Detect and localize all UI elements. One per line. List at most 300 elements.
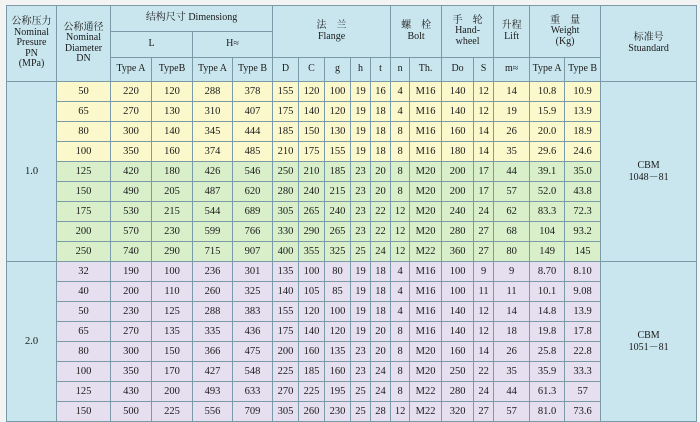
cell-l-type-a: 230 xyxy=(111,302,152,322)
cell-lift-m: 35 xyxy=(494,142,530,162)
cell-h-type-b: 546 xyxy=(233,162,273,182)
cell-bolt-n: 8 xyxy=(391,162,410,182)
cell-weight-type-a: 35.9 xyxy=(530,362,565,382)
header-weight-cn: 重 量 xyxy=(550,14,581,26)
cell-lift-m: 57 xyxy=(494,402,530,422)
cell-l-type-a: 270 xyxy=(111,322,152,342)
cell-h-type-b: 301 xyxy=(233,262,273,282)
cell-h-type-b: 475 xyxy=(233,342,273,362)
cell-bolt-th: M22 xyxy=(410,242,442,262)
subheader-l-type-a: Type A xyxy=(111,58,152,82)
header-weight-en1: Weight xyxy=(550,25,580,37)
cell-l-type-b: 200 xyxy=(152,382,193,402)
cell-flange-d: 155 xyxy=(273,82,299,102)
diameter-cell: 50 xyxy=(57,302,111,322)
cell-l-type-b: 230 xyxy=(152,222,193,242)
cell-flange-h: 23 xyxy=(351,222,371,242)
header-flange xyxy=(273,6,391,58)
pressure-cell: 2.0 xyxy=(7,262,57,422)
cell-flange-d: 210 xyxy=(273,142,299,162)
cell-flange-d: 135 xyxy=(273,262,299,282)
header-handwheel xyxy=(442,6,494,58)
cell-weight-type-a: 19.8 xyxy=(530,322,565,342)
cell-handwheel-do: 280 xyxy=(442,382,474,402)
cell-handwheel-s: 27 xyxy=(474,402,494,422)
cell-flange-t: 16 xyxy=(371,82,391,102)
cell-weight-type-a: 20.0 xyxy=(530,122,565,142)
cell-flange-c: 290 xyxy=(299,222,325,242)
cell-bolt-n: 8 xyxy=(391,342,410,362)
cell-h-type-a: 260 xyxy=(193,282,233,302)
diameter-cell: 80 xyxy=(57,342,111,362)
cell-weight-type-b: 145 xyxy=(565,242,601,262)
cell-flange-c: 160 xyxy=(299,342,325,362)
cell-flange-g: 265 xyxy=(325,222,351,242)
cell-bolt-th: M20 xyxy=(410,162,442,182)
subheader-flange-c: C xyxy=(299,58,325,82)
cell-flange-g: 130 xyxy=(325,122,351,142)
cell-flange-t: 20 xyxy=(371,322,391,342)
cell-weight-type-b: 18.9 xyxy=(565,122,601,142)
cell-lift-m: 14 xyxy=(494,302,530,322)
cell-flange-d: 185 xyxy=(273,122,299,142)
cell-weight-type-b: 8.10 xyxy=(565,262,601,282)
cell-bolt-th: M20 xyxy=(410,222,442,242)
cell-h-type-b: 766 xyxy=(233,222,273,242)
cell-handwheel-do: 240 xyxy=(442,202,474,222)
cell-weight-type-b: 17.8 xyxy=(565,322,601,342)
cell-bolt-n: 8 xyxy=(391,182,410,202)
cell-weight-type-a: 61.3 xyxy=(530,382,565,402)
cell-h-type-a: 599 xyxy=(193,222,233,242)
cell-lift-m: 80 xyxy=(494,242,530,262)
cell-flange-g: 100 xyxy=(325,82,351,102)
cell-bolt-n: 12 xyxy=(391,242,410,262)
cell-flange-t: 24 xyxy=(371,362,391,382)
cell-h-type-a: 715 xyxy=(193,242,233,262)
cell-handwheel-do: 250 xyxy=(442,362,474,382)
cell-l-type-a: 220 xyxy=(111,82,152,102)
cell-h-type-a: 493 xyxy=(193,382,233,402)
cell-flange-t: 22 xyxy=(371,222,391,242)
cell-l-type-a: 300 xyxy=(111,122,152,142)
cell-handwheel-s: 9 xyxy=(474,262,494,282)
cell-lift-m: 11 xyxy=(494,282,530,302)
diameter-cell: 150 xyxy=(57,402,111,422)
cell-weight-type-b: 9.08 xyxy=(565,282,601,302)
cell-flange-d: 155 xyxy=(273,302,299,322)
cell-l-type-b: 215 xyxy=(152,202,193,222)
cell-handwheel-s: 27 xyxy=(474,242,494,262)
table-row xyxy=(7,162,697,182)
cell-weight-type-b: 73.6 xyxy=(565,402,601,422)
cell-flange-c: 225 xyxy=(299,382,325,402)
cell-bolt-th: M16 xyxy=(410,262,442,282)
cell-handwheel-do: 200 xyxy=(442,182,474,202)
cell-flange-c: 140 xyxy=(299,102,325,122)
cell-flange-t: 20 xyxy=(371,162,391,182)
cell-weight-type-a: 81.0 xyxy=(530,402,565,422)
cell-h-type-a: 345 xyxy=(193,122,233,142)
header-standard-en: Stuandard xyxy=(628,42,669,54)
header-flange-cn: 法 兰 xyxy=(316,20,347,31)
cell-weight-type-a: 10.8 xyxy=(530,82,565,102)
cell-flange-g: 155 xyxy=(325,142,351,162)
header-lift-cn: 升程 xyxy=(501,20,522,31)
cell-flange-g: 135 xyxy=(325,342,351,362)
cell-flange-h: 23 xyxy=(351,162,371,182)
table-row xyxy=(7,302,697,322)
subheader-lift-m: m≈ xyxy=(494,58,530,82)
cell-bolt-th: M16 xyxy=(410,322,442,342)
header-flange-en: Flange xyxy=(317,30,346,42)
cell-bolt-n: 4 xyxy=(391,282,410,302)
header-weight-en2: (Kg) xyxy=(555,35,575,47)
header-dimension-cn: 结构尺寸 xyxy=(145,12,186,24)
cell-flange-g: 85 xyxy=(325,282,351,302)
cell-flange-t: 20 xyxy=(371,182,391,202)
table-row xyxy=(7,282,697,302)
cell-l-type-b: 125 xyxy=(152,302,193,322)
cell-h-type-b: 325 xyxy=(233,282,273,302)
header-bolt-cn: 螺 栓 xyxy=(401,20,432,31)
header-pressure-en2: Presure xyxy=(16,37,47,49)
cell-h-type-a: 310 xyxy=(193,102,233,122)
cell-bolt-th: M16 xyxy=(410,102,442,122)
cell-h-type-b: 378 xyxy=(233,82,273,102)
cell-bolt-n: 4 xyxy=(391,82,410,102)
cell-flange-g: 120 xyxy=(325,322,351,342)
cell-flange-t: 22 xyxy=(371,202,391,222)
diameter-cell: 125 xyxy=(57,382,111,402)
cell-h-type-b: 444 xyxy=(233,122,273,142)
pressure-cell: 1.0 xyxy=(7,82,57,262)
table-row xyxy=(7,182,697,202)
diameter-cell: 50 xyxy=(57,82,111,102)
cell-handwheel-do: 360 xyxy=(442,242,474,262)
cell-h-type-a: 427 xyxy=(193,362,233,382)
cell-flange-g: 230 xyxy=(325,402,351,422)
cell-flange-h: 23 xyxy=(351,182,371,202)
cell-flange-c: 185 xyxy=(299,362,325,382)
diameter-cell: 65 xyxy=(57,102,111,122)
header-H: H≈ xyxy=(193,32,273,58)
cell-l-type-b: 150 xyxy=(152,342,193,362)
cell-flange-d: 250 xyxy=(273,162,299,182)
cell-h-type-b: 548 xyxy=(233,362,273,382)
cell-h-type-a: 335 xyxy=(193,322,233,342)
cell-flange-h: 25 xyxy=(351,382,371,402)
header-L: L xyxy=(111,32,193,58)
cell-flange-c: 175 xyxy=(299,142,325,162)
cell-flange-d: 140 xyxy=(273,282,299,302)
standard-line1: CBM xyxy=(637,159,660,171)
cell-handwheel-s: 27 xyxy=(474,222,494,242)
cell-handwheel-s: 14 xyxy=(474,142,494,162)
cell-h-type-b: 485 xyxy=(233,142,273,162)
subheader-handwheel-do: Do xyxy=(442,58,474,82)
table-row xyxy=(7,362,697,382)
header-diameter-en1: Nominal xyxy=(66,32,101,43)
cell-bolt-n: 12 xyxy=(391,402,410,422)
cell-bolt-th: M16 xyxy=(410,82,442,102)
standard-cell xyxy=(601,82,697,262)
subheader-weight-type-a: Type A xyxy=(530,58,565,82)
cell-flange-t: 20 xyxy=(371,342,391,362)
cell-handwheel-s: 12 xyxy=(474,322,494,342)
cell-bolt-th: M16 xyxy=(410,122,442,142)
cell-flange-h: 19 xyxy=(351,262,371,282)
cell-flange-g: 120 xyxy=(325,102,351,122)
cell-flange-c: 240 xyxy=(299,182,325,202)
header-dimension-en: Dimensiong xyxy=(188,12,238,24)
cell-l-type-b: 120 xyxy=(152,82,193,102)
cell-weight-type-a: 39.1 xyxy=(530,162,565,182)
cell-lift-m: 9 xyxy=(494,262,530,282)
cell-l-type-b: 100 xyxy=(152,262,193,282)
cell-handwheel-do: 160 xyxy=(442,122,474,142)
cell-weight-type-a: 29.6 xyxy=(530,142,565,162)
subheader-flange-g: g xyxy=(325,58,351,82)
header-pressure-en1: Nominal xyxy=(14,26,49,38)
cell-flange-h: 19 xyxy=(351,322,371,342)
cell-flange-g: 160 xyxy=(325,362,351,382)
cell-weight-type-a: 8.70 xyxy=(530,262,565,282)
cell-lift-m: 62 xyxy=(494,202,530,222)
table-row xyxy=(7,142,697,162)
cell-l-type-a: 420 xyxy=(111,162,152,182)
standard-line2: 1051－81 xyxy=(628,341,669,353)
cell-flange-d: 175 xyxy=(273,322,299,342)
cell-l-type-b: 160 xyxy=(152,142,193,162)
cell-flange-t: 18 xyxy=(371,122,391,142)
cell-handwheel-s: 14 xyxy=(474,122,494,142)
cell-weight-type-b: 93.2 xyxy=(565,222,601,242)
header-pressure-en4: (MPa) xyxy=(18,58,45,70)
cell-weight-type-b: 72.3 xyxy=(565,202,601,222)
cell-h-type-a: 288 xyxy=(193,302,233,322)
diameter-cell: 125 xyxy=(57,162,111,182)
table-row xyxy=(7,262,697,282)
header-standard-cn: 标准号 xyxy=(633,32,664,43)
cell-h-type-a: 487 xyxy=(193,182,233,202)
cell-weight-type-b: 33.3 xyxy=(565,362,601,382)
subheader-bolt-n: n xyxy=(391,58,410,82)
table-row xyxy=(7,82,697,102)
header-diameter-en2: Diameter xyxy=(64,42,103,54)
cell-bolt-th: M20 xyxy=(410,182,442,202)
cell-weight-type-b: 13.9 xyxy=(565,302,601,322)
subheader-h-type-a: Type A xyxy=(193,58,233,82)
cell-l-type-a: 300 xyxy=(111,342,152,362)
cell-flange-c: 120 xyxy=(299,302,325,322)
header-standard xyxy=(601,6,697,82)
cell-bolt-th: M22 xyxy=(410,402,442,422)
cell-flange-h: 19 xyxy=(351,82,371,102)
cell-bolt-n: 8 xyxy=(391,362,410,382)
subheader-flange-h: h xyxy=(351,58,371,82)
cell-flange-d: 400 xyxy=(273,242,299,262)
cell-weight-type-a: 25.8 xyxy=(530,342,565,362)
cell-bolt-th: M16 xyxy=(410,282,442,302)
cell-bolt-th: M20 xyxy=(410,202,442,222)
header-handwheel-en2: wheel xyxy=(455,35,480,47)
table-row xyxy=(7,102,697,122)
header-diameter xyxy=(57,6,111,82)
cell-l-type-b: 110 xyxy=(152,282,193,302)
cell-lift-m: 35 xyxy=(494,362,530,382)
header-pressure xyxy=(7,6,57,82)
cell-handwheel-do: 200 xyxy=(442,162,474,182)
cell-flange-d: 305 xyxy=(273,202,299,222)
cell-weight-type-b: 57 xyxy=(565,382,601,402)
cell-h-type-b: 383 xyxy=(233,302,273,322)
diameter-cell: 32 xyxy=(57,262,111,282)
cell-flange-c: 355 xyxy=(299,242,325,262)
cell-flange-t: 18 xyxy=(371,262,391,282)
cell-bolt-n: 8 xyxy=(391,142,410,162)
cell-l-type-b: 135 xyxy=(152,322,193,342)
cell-weight-type-a: 10.1 xyxy=(530,282,565,302)
cell-h-type-a: 374 xyxy=(193,142,233,162)
cell-handwheel-do: 140 xyxy=(442,302,474,322)
cell-l-type-b: 225 xyxy=(152,402,193,422)
cell-bolt-th: M20 xyxy=(410,342,442,362)
cell-handwheel-do: 140 xyxy=(442,322,474,342)
cell-h-type-a: 236 xyxy=(193,262,233,282)
cell-handwheel-s: 17 xyxy=(474,162,494,182)
cell-flange-c: 260 xyxy=(299,402,325,422)
cell-flange-g: 100 xyxy=(325,302,351,322)
cell-l-type-b: 290 xyxy=(152,242,193,262)
cell-flange-d: 175 xyxy=(273,102,299,122)
cell-bolt-n: 8 xyxy=(391,382,410,402)
cell-handwheel-do: 180 xyxy=(442,142,474,162)
cell-l-type-a: 270 xyxy=(111,102,152,122)
cell-weight-type-b: 10.9 xyxy=(565,82,601,102)
cell-weight-type-b: 24.6 xyxy=(565,142,601,162)
diameter-cell: 100 xyxy=(57,362,111,382)
header-subcolumns xyxy=(7,58,697,82)
diameter-cell: 80 xyxy=(57,122,111,142)
cell-l-type-a: 740 xyxy=(111,242,152,262)
cell-lift-m: 44 xyxy=(494,382,530,402)
subheader-flange-t: t xyxy=(371,58,391,82)
standard-cell xyxy=(601,262,697,422)
cell-h-type-a: 556 xyxy=(193,402,233,422)
diameter-cell: 175 xyxy=(57,202,111,222)
cell-l-type-b: 180 xyxy=(152,162,193,182)
cell-flange-h: 19 xyxy=(351,282,371,302)
cell-flange-h: 25 xyxy=(351,402,371,422)
table-row xyxy=(7,322,697,342)
header-dimension xyxy=(111,6,273,32)
cell-flange-d: 270 xyxy=(273,382,299,402)
spec-table-container xyxy=(6,5,696,418)
cell-weight-type-b: 43.8 xyxy=(565,182,601,202)
subheader-flange-d: D xyxy=(273,58,299,82)
cell-lift-m: 26 xyxy=(494,342,530,362)
cell-handwheel-s: 12 xyxy=(474,102,494,122)
cell-l-type-a: 490 xyxy=(111,182,152,202)
cell-lift-m: 14 xyxy=(494,82,530,102)
cell-handwheel-do: 100 xyxy=(442,282,474,302)
header-lift-en: Lift xyxy=(504,30,520,42)
cell-l-type-a: 190 xyxy=(111,262,152,282)
diameter-cell: 200 xyxy=(57,222,111,242)
cell-handwheel-s: 17 xyxy=(474,182,494,202)
cell-flange-h: 23 xyxy=(351,342,371,362)
cell-flange-g: 185 xyxy=(325,162,351,182)
cell-h-type-b: 907 xyxy=(233,242,273,262)
cell-flange-d: 225 xyxy=(273,362,299,382)
cell-flange-g: 80 xyxy=(325,262,351,282)
cell-flange-h: 19 xyxy=(351,142,371,162)
cell-handwheel-do: 140 xyxy=(442,102,474,122)
cell-h-type-b: 407 xyxy=(233,102,273,122)
cell-lift-m: 18 xyxy=(494,322,530,342)
cell-flange-h: 23 xyxy=(351,362,371,382)
cell-flange-h: 19 xyxy=(351,122,371,142)
cell-l-type-a: 530 xyxy=(111,202,152,222)
table-header xyxy=(7,6,697,82)
cell-l-type-a: 570 xyxy=(111,222,152,242)
header-handwheel-cn: 手 轮 xyxy=(452,14,483,26)
cell-flange-t: 28 xyxy=(371,402,391,422)
header-handwheel-en1: Hand- xyxy=(455,25,481,37)
cell-flange-d: 280 xyxy=(273,182,299,202)
cell-weight-type-b: 13.9 xyxy=(565,102,601,122)
cell-h-type-a: 366 xyxy=(193,342,233,362)
subheader-handwheel-s: S xyxy=(474,58,494,82)
subheader-bolt-th: Th. xyxy=(410,58,442,82)
table-row xyxy=(7,382,697,402)
cell-weight-type-a: 14.8 xyxy=(530,302,565,322)
table-body xyxy=(7,82,697,422)
cell-lift-m: 68 xyxy=(494,222,530,242)
cell-h-type-b: 689 xyxy=(233,202,273,222)
cell-bolt-n: 12 xyxy=(391,202,410,222)
header-pressure-cn: 公称压力 xyxy=(11,16,52,28)
cell-weight-type-a: 104 xyxy=(530,222,565,242)
cell-lift-m: 44 xyxy=(494,162,530,182)
cell-bolt-n: 12 xyxy=(391,222,410,242)
cell-flange-c: 265 xyxy=(299,202,325,222)
cell-h-type-a: 288 xyxy=(193,82,233,102)
cell-handwheel-s: 14 xyxy=(474,342,494,362)
cell-bolt-th: M16 xyxy=(410,302,442,322)
cell-flange-d: 330 xyxy=(273,222,299,242)
cell-handwheel-s: 24 xyxy=(474,382,494,402)
cell-handwheel-do: 140 xyxy=(442,82,474,102)
standard-line2: 1048－81 xyxy=(628,171,669,183)
cell-h-type-b: 709 xyxy=(233,402,273,422)
cell-handwheel-s: 12 xyxy=(474,302,494,322)
header-lift xyxy=(494,6,530,58)
table-row xyxy=(7,342,697,362)
cell-lift-m: 19 xyxy=(494,102,530,122)
cell-handwheel-s: 11 xyxy=(474,282,494,302)
subheader-l-type-b: TypeB xyxy=(152,58,193,82)
table-row xyxy=(7,202,697,222)
table-row xyxy=(7,402,697,422)
header-bolt xyxy=(391,6,442,58)
cell-h-type-a: 544 xyxy=(193,202,233,222)
cell-flange-c: 100 xyxy=(299,262,325,282)
cell-flange-g: 215 xyxy=(325,182,351,202)
cell-flange-t: 18 xyxy=(371,142,391,162)
cell-flange-h: 25 xyxy=(351,242,371,262)
